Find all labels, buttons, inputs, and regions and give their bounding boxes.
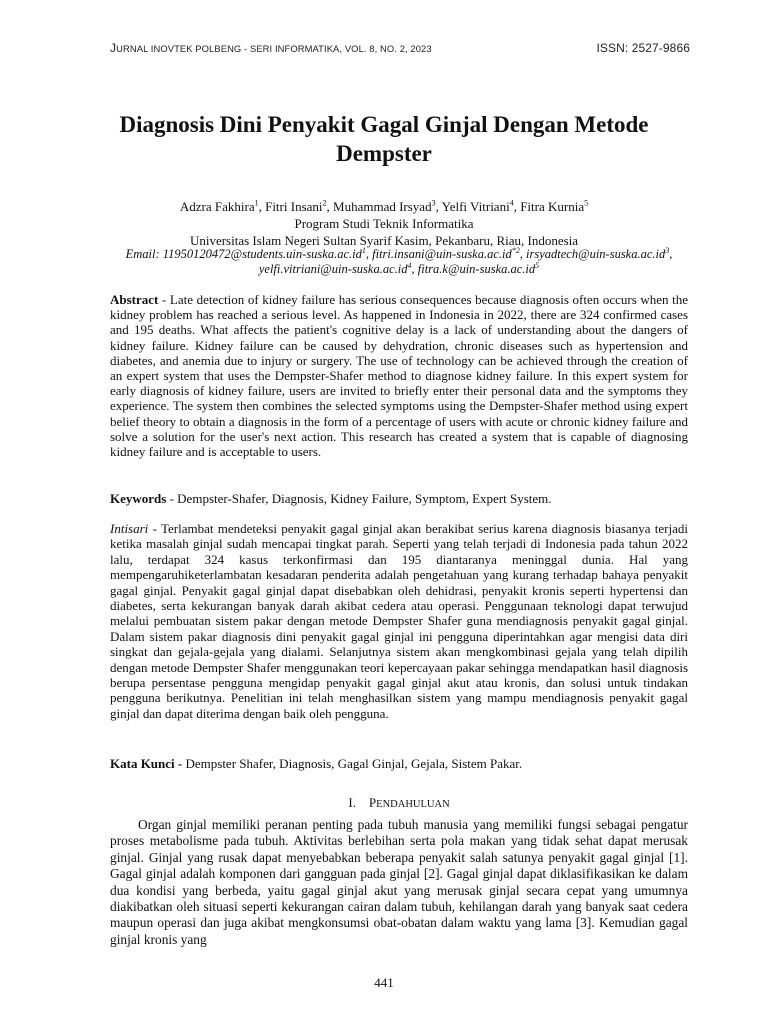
author-sup: 5 [584, 198, 589, 208]
journal-volume: , VOL. 8, NO. 2, 2023 [339, 43, 432, 54]
email-sup: 4 [407, 260, 412, 270]
abstract-text: - Late detection of kidney failure has serious consequences because diagnosis often occurs when the kidney problem has reached a serious level. As happened in Indonesia in 2022, there are 324 confirmed cases and 195 deaths. What affects the patient's cognitive delay is a lack of understanding about the dangers of kidney failure. Kidney failure can be caused by dehydration, chronic diseases such as hypertension and diabetes, and anemia due to injury or surgery. The use of technology can be achieved through the creation of an expert system that uses the Dempster-Shafer method to diagnose kidney failure. In this expert system for early diagnosis of kidney failure, users are invited to briefly enter their personal data and the symptoms they experience. The system then combines the selected symptoms using the Dempster-Shafer method using expert belief theory to obtain a diagnosis in the form of a percentage of users with acute or chronic kidney failure and solve a solution for the user's next action. This research has created a system that is capable of diagnosing kidney failure and is acceptable to users. [110, 292, 688, 460]
running-header [110, 41, 690, 59]
keywords [110, 491, 688, 506]
section-title-rest: ENDAHULUAN [376, 799, 450, 810]
email-label: Email: [125, 247, 163, 261]
email-sup: 3 [665, 245, 670, 255]
email-sup: *2 [511, 245, 520, 255]
email-link[interactable]: fitri.insani@uin-suska.ac.id [372, 247, 512, 261]
paper-title: Diagnosis Dini Penyakit Gagal Ginjal Dengan Metode Dempster [119, 112, 649, 166]
intisari-label: Intisari [110, 521, 149, 536]
email-sup: 5 [535, 260, 540, 270]
author-block [80, 198, 688, 249]
affiliation-program: Program Studi Teknik Informatika [294, 216, 474, 231]
section-title-initial: P [368, 795, 377, 810]
kata-kunci-text: Dempster Shafer, Diagnosis, Gagal Ginjal, Gejala, Sistem Pakar. [182, 756, 523, 771]
email-link[interactable]: irsyadtech@uin-suska.ac.id [526, 247, 666, 261]
author-name: Yelfi Vitriani [441, 199, 510, 214]
abstract-label: Abstract [110, 292, 159, 307]
keywords-text: - Dempster-Shafer, Diagnosis, Kidney Failure, Symptom, Expert System. [166, 491, 552, 506]
journal-title: URNAL INOVTEK POLBENG - SERI INFORMATIKA [116, 43, 340, 54]
author-sup: 2 [322, 198, 327, 208]
author-sup: 1 [254, 198, 259, 208]
email-link[interactable]: 11950120472@students.uin-suska.ac.id [162, 247, 362, 261]
intisari [110, 521, 688, 721]
body-paragraph: Organ ginjal memiliki peranan penting pada tubuh manusia yang memiliki fungsi sebagai pengatur proses metabolisme pada tubuh. Aktivitas berlebihan serta pola makan yang tidak sehat dapat merusak ginjal. Ginjal yang rusak dapat menyebabkan beberapa penyakit salah satunya penyakit gagal ginjal [1]. Gagal ginjal adalah komponen dari gangguan pada ginjal [2]. Gagal ginjal dapat diklasifikasikan ke dalam dua kondisi yang berbeda, yaitu gagal ginjal akut yang merusak ginjal secara cepat yang umumnya diakibatkan oleh situasi seperti kekurangan cairan dalam tubuh, kehilangan darah yang banyak saat cedera maupun operasi dan juga akibat mengkonsumsi obat-obatan dalam waktu yang lama [3]. Kemudian gagal ginjal kronis yang [110, 817, 688, 947]
author-name: Fitri Insani [265, 199, 323, 214]
issn: ISSN: 2527-9866 [596, 41, 690, 55]
author-name: Muhammad Irsyad [333, 199, 432, 214]
abstract [110, 292, 688, 459]
keywords-label: Keywords [110, 491, 167, 506]
affiliation-university: Universitas Islam Negeri Sultan Syarif Kasim, Pekanbaru, Riau, Indonesia [189, 233, 579, 248]
email-sup: 1 [361, 245, 366, 255]
journal-name [110, 41, 432, 55]
section-number: I. [348, 795, 356, 810]
email-link[interactable]: fitra.k@uin-suska.ac.id [417, 262, 536, 276]
kata-kunci [110, 756, 688, 771]
kata-kunci-label: Kata Kunci - [110, 756, 183, 771]
section-heading [110, 795, 688, 813]
journal-initial: J [110, 41, 117, 55]
author-sup: 4 [509, 198, 514, 208]
email-block: Email: $11950120472@students.uin-suska.ac.id^1$, $fitri.insani@uin-suska.ac.id^{*2}$, $irsyadtech@uin-suska.ac.id^3$, $yelfi.vitriani@uin-suska.ac.id^4$, $fitra.k@uin-suska.ac.id^5$ [125, 245, 673, 276]
intisari-text: - Terlambat mendeteksi penyakit gagal ginjal akan berakibat serius karena diagnosis biasanya terjadi ketika masalah ginjal sudah mencapai tingkat parah. Seperti yang telah terjadi di Indonesia pada tahun 2022 lalu, terdapat 324 kasus terkonfirmasi dan 195 diantaranya meninggal dunia. Hal yang mempengaruhiketerlambatan kesadaran penderita adalah pengetahuan yang kurang terhadap bahaya penyakit gagal ginjal. Penyakit gagal ginjal dapat disebabkan oleh dehidrasi, penyakit kronis seperti hypertensi dan diabetes, serta kekurangan banyak darah akibat cedera atau operasi. Penggunaan teknologi dapat terwujud melalui pembuatan sistem pakar dengan metode Dempster Shafer guna mendiagnosis penyakit gagal ginjal. Dalam sistem pakar diagnosis dini penyakit gagal ginjal ini pengguna diperintahkan agar mengisi data diri singkat dan gejala-gejala yang dialami. Selanjutnya sistem akan mengkombinasi gejala yang telah dipilih dengan metode Dempster Shafer menggunakan teori kepercayaan pakar sehingga mendapatkan hasil diagnosis berupa persentase pengguna mengidap penyakit gagal ginjal akut atau kronis, dan solusi untuk tindakan pengguna berikutnya. Penelitian ini telah menghasilkan sistem yang mampu mendiagnosis penyakit gagal ginjal dan dapat diterima dengan baik oleh pengguna. [110, 521, 688, 721]
author-sup: 3 [431, 198, 436, 208]
email-link[interactable]: yelfi.vitriani@uin-suska.ac.id [258, 262, 408, 276]
author-name: Fitra Kurnia [520, 199, 585, 214]
author-name: Adzra Fakhira [179, 199, 255, 214]
author-list: Adzra Fakhira$^1$, Fitri Insani$^2$, Muhammad Irsyad$^3$, Yelfi Vitriani$^4$, Fitra Kurnia$^5$ [179, 198, 589, 214]
page-number: 441 [374, 975, 394, 990]
